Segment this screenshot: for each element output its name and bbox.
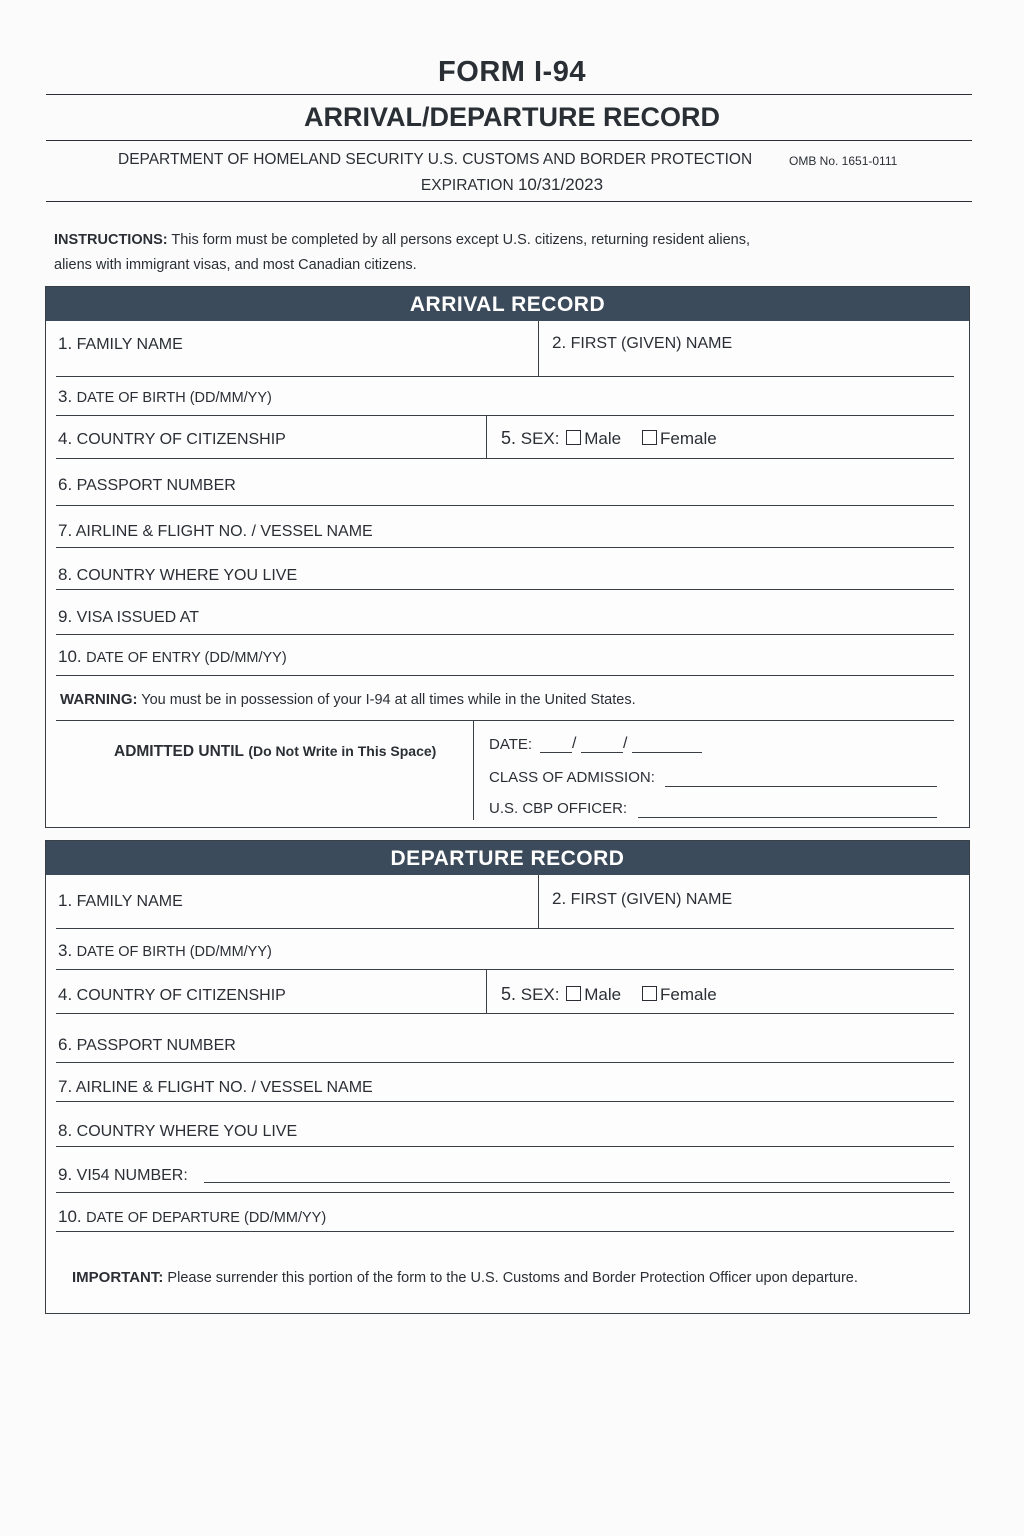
arrival-rule-7 — [56, 634, 954, 635]
arrival-family-name-field[interactable]: 1. FAMILY NAME — [58, 334, 183, 353]
departure-female-checkbox[interactable] — [642, 986, 657, 1001]
departure-rule-4 — [56, 1062, 954, 1063]
date-year-line — [632, 752, 702, 753]
arrival-passport-field[interactable]: 6. PASSPORT NUMBER — [58, 475, 236, 494]
arrival-first-name-field[interactable]: 2. FIRST (GIVEN) NAME — [552, 333, 733, 352]
arrival-rule-1 — [56, 376, 954, 377]
departure-dob-field[interactable]: 3. DATE OF BIRTH (DD/MM/YY) — [58, 941, 272, 960]
admitted-date-field[interactable]: DATE: — [489, 736, 533, 753]
departure-first-name-field[interactable]: 2. FIRST (GIVEN) NAME — [552, 889, 733, 908]
arrival-warning: WARNING: You must be in possession of your I-94 at all times while in the United States. — [60, 691, 636, 708]
arrival-rule-2 — [56, 415, 954, 416]
instructions-text: This form must be completed by all persons except U.S. citizens, returning resident aliens, — [171, 232, 751, 248]
departure-divider — [486, 969, 487, 1013]
arrival-flight-field[interactable]: 7. AIRLINE & FLIGHT NO. / VESSEL NAME — [58, 521, 373, 540]
departure-family-name-field[interactable]: 1. FAMILY NAME — [58, 891, 183, 910]
arrival-rule-9 — [56, 720, 954, 721]
departure-visa-number-field[interactable]: 9. VI54 NUMBER: — [58, 1165, 188, 1184]
arrival-divider — [486, 415, 487, 459]
arrival-citizenship-field[interactable]: 4. COUNTRY OF CITIZENSHIP — [58, 429, 286, 448]
arrival-record-header: ARRIVAL RECORD — [46, 287, 969, 321]
departure-citizenship-field[interactable]: 4. COUNTRY OF CITIZENSHIP — [58, 985, 286, 1004]
arrival-sex-field: 5. SEX: Male Female — [501, 428, 717, 448]
arrival-residence-field[interactable]: 8. COUNTRY WHERE YOU LIVE — [58, 565, 298, 584]
departure-rule-1 — [56, 928, 954, 929]
arrival-dob-field[interactable]: 3. DATE OF BIRTH (DD/MM/YY) — [58, 387, 272, 406]
arrival-female-checkbox[interactable] — [642, 430, 657, 445]
instructions-text-2: aliens with immigrant visas, and most Canadian citizens. — [54, 257, 417, 273]
arrival-rule-3 — [56, 458, 954, 459]
admitted-until-label: ADMITTED UNTIL (Do Not Write in This Space) — [114, 743, 437, 760]
record-title: ARRIVAL/DEPARTURE RECORD — [303, 102, 720, 132]
arrival-entry-date-field[interactable]: 10. DATE OF ENTRY (DD/MM/YY) — [58, 647, 287, 666]
arrival-rule-4 — [56, 505, 954, 506]
class-of-admission-line — [665, 786, 937, 787]
departure-flight-field[interactable]: 7. AIRLINE & FLIGHT NO. / VESSEL NAME — [58, 1077, 373, 1096]
arrival-record-section — [45, 286, 970, 828]
departure-rule-5 — [56, 1101, 954, 1102]
departure-record-header: DEPARTURE RECORD — [46, 841, 969, 875]
departure-passport-field[interactable]: 6. PASSPORT NUMBER — [58, 1035, 236, 1054]
arrival-divider — [538, 321, 539, 377]
arrival-rule-6 — [56, 589, 954, 590]
departure-sex-field: 5. SEX: Male Female — [501, 984, 717, 1004]
departure-record-section — [45, 840, 970, 1314]
date-sep: / — [623, 735, 628, 752]
date-day-line — [540, 752, 572, 753]
header-rule-middle — [46, 140, 972, 141]
omb-number: OMB No. 1651-0111 — [789, 154, 898, 168]
expiration-label: EXPIRATION — [420, 177, 514, 194]
header-rule-top — [46, 94, 972, 95]
instructions-label: INSTRUCTIONS: — [54, 232, 168, 248]
date-month-line — [581, 752, 623, 753]
department-line: DEPARTMENT OF HOMELAND SECURITY U.S. CUSTOMS AND BORDER PROTECTION — [118, 151, 753, 168]
expiration-line — [0, 175, 1024, 195]
date-sep: / — [572, 735, 577, 752]
instructions — [54, 228, 954, 278]
departure-rule-3 — [56, 1013, 954, 1014]
departure-rule-7 — [56, 1192, 954, 1193]
cbp-officer-line — [638, 817, 937, 818]
departure-divider — [538, 875, 539, 929]
departure-important: IMPORTANT: Please surrender this portion of the form to the U.S. Customs and Border Protection Officer upon departure. — [72, 1269, 858, 1286]
arrival-male-checkbox[interactable] — [566, 430, 581, 445]
arrival-visa-issued-field[interactable]: 9. VISA ISSUED AT — [58, 607, 200, 626]
admitted-divider — [473, 720, 474, 820]
arrival-rule-5 — [56, 547, 954, 548]
header-rule-bottom — [46, 201, 972, 202]
visa-number-line — [204, 1182, 950, 1183]
departure-rule-6 — [56, 1146, 954, 1147]
class-of-admission-field[interactable]: CLASS OF ADMISSION: — [489, 769, 655, 786]
departure-rule-2 — [56, 969, 954, 970]
departure-residence-field[interactable]: 8. COUNTRY WHERE YOU LIVE — [58, 1121, 298, 1140]
arrival-rule-8 — [56, 675, 954, 676]
cbp-officer-field[interactable]: U.S. CBP OFFICER: — [489, 800, 628, 817]
departure-date-field[interactable]: 10. DATE OF DEPARTURE (DD/MM/YY) — [58, 1207, 327, 1226]
form-title: FORM I-94 — [438, 56, 586, 88]
departure-rule-8 — [56, 1231, 954, 1232]
departure-male-checkbox[interactable] — [566, 986, 581, 1001]
expiration-date: 10/31/2023 — [517, 175, 604, 194]
